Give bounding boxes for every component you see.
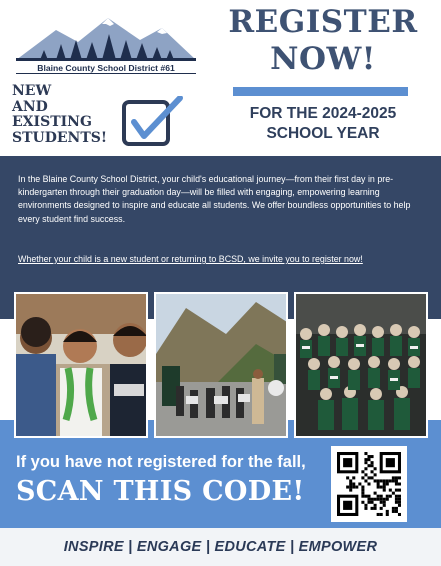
cheer-team-photo [294,292,428,438]
register-heading-line1: REGISTER [228,4,418,40]
students-photo [14,292,148,438]
audience-line4: STUDENTS! [12,129,108,146]
audience-line1: NEW [12,83,52,99]
district-motto: INSPIRE | ENGAGE | EDUCATE | EMPOWER [63,539,378,555]
parade-photo [154,292,288,438]
title-accent-bar [233,87,408,96]
mountain-trees-icon [16,12,196,62]
audience-line3: EXISTING [12,114,92,130]
qr-code-icon[interactable] [337,452,401,516]
invite-paragraph: Whether your child is a new student or returning to BCSD, we invite you to register now! [18,254,363,264]
school-year [228,104,418,144]
register-heading-line2: NOW! [270,41,376,77]
scan-code-heading: SCAN THIS CODE! [16,476,305,507]
registration-qr-code[interactable] [331,446,407,522]
audience-label [12,84,112,146]
intro-paragraph: In the Blaine County School District, your child's educational journey—from their first day in pre-kindergarten through their graduation day—will be filled with engaging, empowering learning environments designed to inspire and educate all students. We offer boundless opportunities to help every student find success. [18,174,411,224]
school-year-line1: FOR THE 2024-2025 [249,105,397,122]
register-heading [228,4,418,78]
audience-line2: AND [12,98,48,115]
cta-line: If you have not registered for the fall, [16,453,306,471]
district-name: Blaine County School District #61 [16,60,196,74]
school-year-line2: SCHOOL YEAR [266,125,380,142]
checkmark-icon [122,96,174,144]
